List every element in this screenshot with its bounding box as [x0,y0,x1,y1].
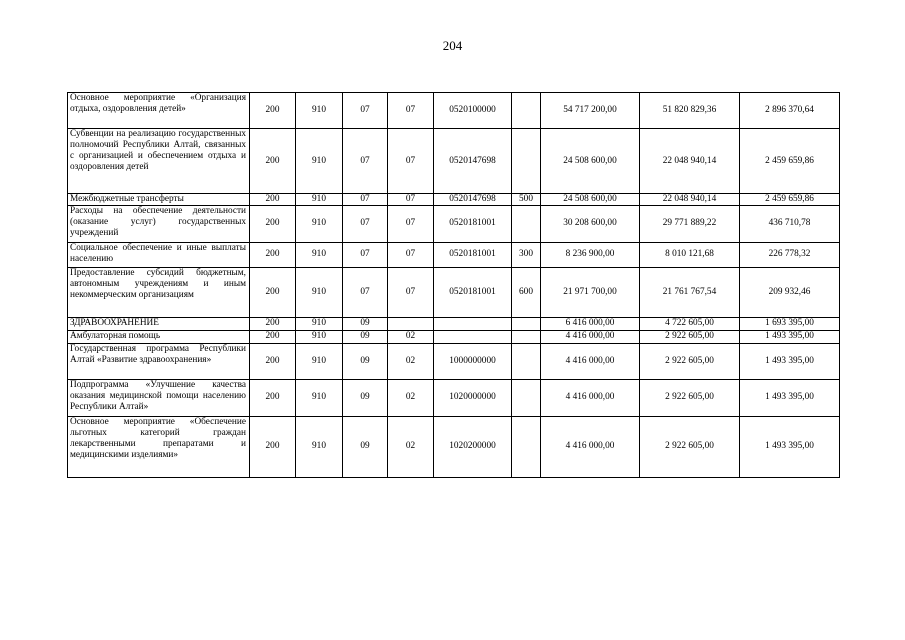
subsection-code-cell [388,317,434,330]
admin-code-cell: 200 [250,416,296,477]
table-row [68,267,840,317]
expense-type-cell [512,93,541,129]
subsection-code-cell: 07 [388,93,434,129]
admin-code-cell: 200 [250,93,296,129]
ministry-code-cell: 910 [296,242,343,267]
target-article-cell: 0520147698 [434,194,512,206]
target-article-cell [434,330,512,343]
ministry-code-cell: 910 [296,129,343,194]
admin-code-cell: 200 [250,129,296,194]
table-row [68,93,840,129]
executed-amount-cell: 22 048 940,14 [640,194,740,206]
ministry-code-cell: 910 [296,379,343,416]
row-name-cell: Основное мероприятие «Обеспечение льготных категорий граждан лекарственными препаратами и медицинскими изделиями» [68,416,250,477]
row-name-cell: Амбулаторная помощь [68,330,250,343]
expense-type-cell [512,330,541,343]
ministry-code-cell: 910 [296,194,343,206]
target-article-cell [434,317,512,330]
table-row [68,416,840,477]
row-name-cell: Межбюджетные трансферты [68,194,250,206]
executed-amount-cell: 21 761 767,54 [640,267,740,317]
remaining-amount-cell: 1 493 395,00 [740,330,840,343]
row-name-cell: Социальное обеспечение и иные выплаты населению [68,242,250,267]
executed-amount-cell: 2 922 605,00 [640,343,740,379]
executed-amount-cell: 4 722 605,00 [640,317,740,330]
planned-amount-cell: 54 717 200,00 [541,93,640,129]
executed-amount-cell: 2 922 605,00 [640,330,740,343]
ministry-code-cell: 910 [296,317,343,330]
expense-type-cell: 300 [512,242,541,267]
target-article-cell: 1020200000 [434,416,512,477]
planned-amount-cell: 4 416 000,00 [541,343,640,379]
planned-amount-cell: 4 416 000,00 [541,330,640,343]
remaining-amount-cell: 1 693 395,00 [740,317,840,330]
subsection-code-cell: 02 [388,379,434,416]
executed-amount-cell: 22 048 940,14 [640,129,740,194]
admin-code-cell: 200 [250,379,296,416]
admin-code-cell: 200 [250,267,296,317]
section-code-cell: 07 [343,93,388,129]
subsection-code-cell: 02 [388,343,434,379]
row-name-cell: Подпрограмма «Улучшение качества оказания медицинской помощи населению Республики Алтай» [68,379,250,416]
planned-amount-cell: 24 508 600,00 [541,129,640,194]
ministry-code-cell: 910 [296,93,343,129]
ministry-code-cell: 910 [296,416,343,477]
table-row [68,205,840,242]
executed-amount-cell: 8 010 121,68 [640,242,740,267]
planned-amount-cell: 24 508 600,00 [541,194,640,206]
row-name-cell: Субвенции на реализацию государственных полномочий Республики Алтай, связанных с организацией и обеспечением отдыха и оздоровления детей [68,129,250,194]
row-name-cell: Расходы на обеспечение деятельности (оказание услуг) государственных учреждений [68,205,250,242]
table-row [68,343,840,379]
section-code-cell: 07 [343,205,388,242]
planned-amount-cell: 21 971 700,00 [541,267,640,317]
page-number: 204 [442,38,463,53]
budget-table [67,92,840,478]
table-row [68,317,840,330]
expense-type-cell: 500 [512,194,541,206]
subsection-code-cell: 02 [388,330,434,343]
subsection-code-cell: 07 [388,267,434,317]
table-row [68,379,840,416]
target-article-cell: 1020000000 [434,379,512,416]
row-name-cell: Предоставление субсидий бюджетным, автономным учреждениям и иным некоммерческим организациям [68,267,250,317]
remaining-amount-cell: 2 459 659,86 [740,194,840,206]
target-article-cell: 0520181001 [434,267,512,317]
row-name-cell: Государственная программа Республики Алтай «Развитие здравоохранения» [68,343,250,379]
table-row [68,242,840,267]
ministry-code-cell: 910 [296,330,343,343]
executed-amount-cell: 2 922 605,00 [640,379,740,416]
remaining-amount-cell: 226 778,32 [740,242,840,267]
section-code-cell: 09 [343,317,388,330]
remaining-amount-cell: 1 493 395,00 [740,379,840,416]
ministry-code-cell: 910 [296,267,343,317]
remaining-amount-cell: 2 896 370,64 [740,93,840,129]
section-code-cell: 07 [343,267,388,317]
section-code-cell: 07 [343,129,388,194]
admin-code-cell: 200 [250,330,296,343]
row-name-cell: ЗДРАВООХРАНЕНИЕ [68,317,250,330]
executed-amount-cell: 51 820 829,36 [640,93,740,129]
subsection-code-cell: 07 [388,242,434,267]
section-code-cell: 07 [343,194,388,206]
admin-code-cell: 200 [250,242,296,267]
remaining-amount-cell: 209 932,46 [740,267,840,317]
section-code-cell: 09 [343,330,388,343]
section-code-cell: 09 [343,379,388,416]
subsection-code-cell: 07 [388,194,434,206]
row-name-cell: Основное мероприятие «Организация отдыха, оздоровления детей» [68,93,250,129]
target-article-cell: 0520100000 [434,93,512,129]
remaining-amount-cell: 1 493 395,00 [740,343,840,379]
table-body [68,93,840,478]
admin-code-cell: 200 [250,343,296,379]
subsection-code-cell: 07 [388,129,434,194]
remaining-amount-cell: 1 493 395,00 [740,416,840,477]
section-code-cell: 09 [343,416,388,477]
target-article-cell: 0520181001 [434,205,512,242]
expense-type-cell [512,416,541,477]
expense-type-cell [512,379,541,416]
executed-amount-cell: 29 771 889,22 [640,205,740,242]
target-article-cell: 0520147698 [434,129,512,194]
section-code-cell: 09 [343,343,388,379]
planned-amount-cell: 30 208 600,00 [541,205,640,242]
table-row [68,330,840,343]
subsection-code-cell: 02 [388,416,434,477]
ministry-code-cell: 910 [296,205,343,242]
admin-code-cell: 200 [250,194,296,206]
section-code-cell: 07 [343,242,388,267]
expense-type-cell [512,317,541,330]
expense-type-cell [512,343,541,379]
subsection-code-cell: 07 [388,205,434,242]
admin-code-cell: 200 [250,317,296,330]
admin-code-cell: 200 [250,205,296,242]
table-row [68,129,840,194]
ministry-code-cell: 910 [296,343,343,379]
planned-amount-cell: 8 236 900,00 [541,242,640,267]
remaining-amount-cell: 436 710,78 [740,205,840,242]
planned-amount-cell: 6 416 000,00 [541,317,640,330]
expense-type-cell: 600 [512,267,541,317]
table-row [68,194,840,206]
remaining-amount-cell: 2 459 659,86 [740,129,840,194]
target-article-cell: 1000000000 [434,343,512,379]
expense-type-cell [512,129,541,194]
planned-amount-cell: 4 416 000,00 [541,379,640,416]
planned-amount-cell: 4 416 000,00 [541,416,640,477]
executed-amount-cell: 2 922 605,00 [640,416,740,477]
target-article-cell: 0520181001 [434,242,512,267]
expense-type-cell [512,205,541,242]
